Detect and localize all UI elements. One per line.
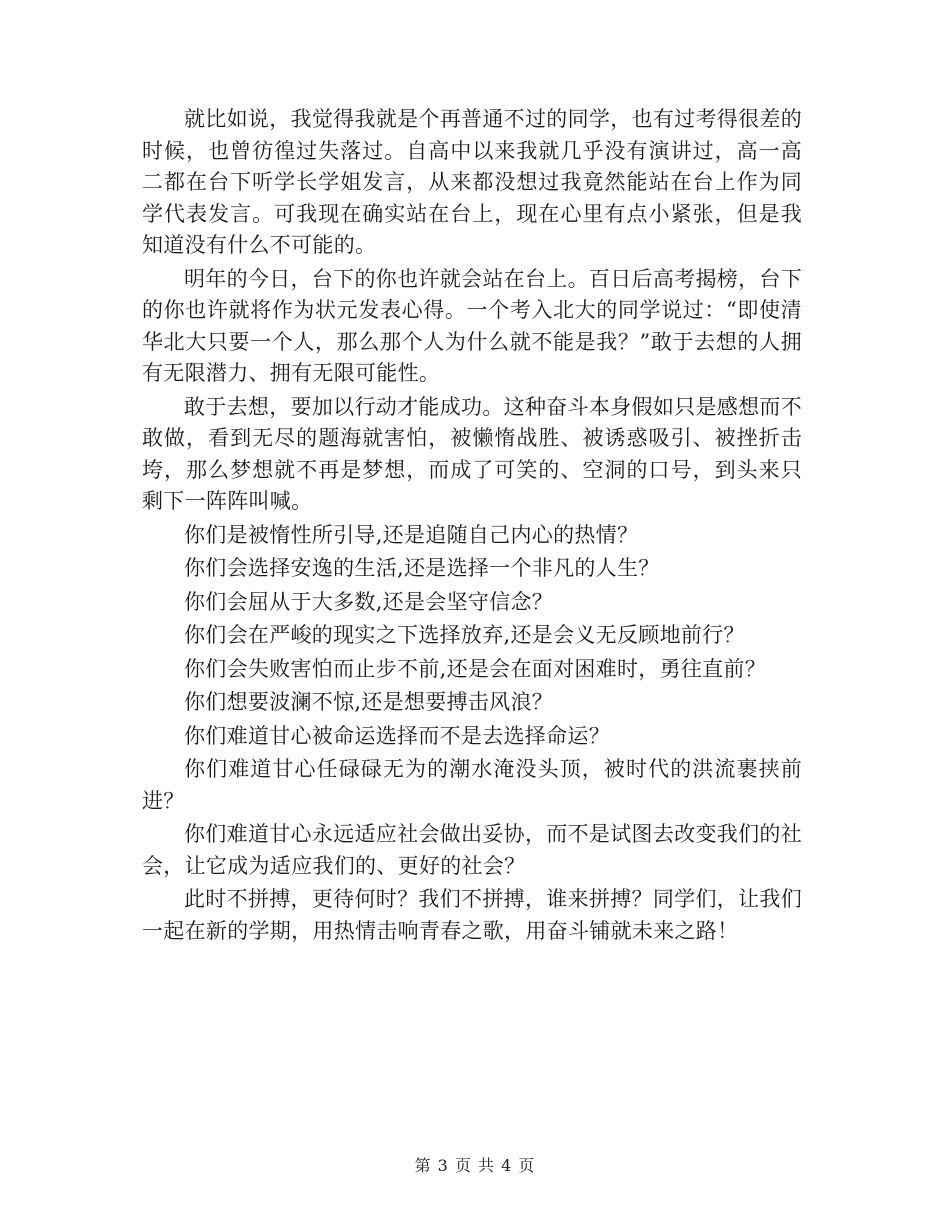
question-line-8: 你们难道甘心任碌碌无为的潮水淹没头顶，被时代的洪流裹挟前进？ [142,757,802,813]
paragraph-1: 就比如说，我觉得我就是个再普通不过的同学，也有过考得很差的时候，也曾彷徨过失落过。自高中以来我就几乎没有演讲过，高一高二都在台下听学长学姐发言，从来都没想过我竟然能站在台上作为同学代表发言。可我现在确实站在台上，现在心里有点小紧张，但是我知道没有什么不可能的。 [142,107,802,257]
question-line-2: 你们会选择安逸的生活,还是选择一个非凡的人生？ [184,556,660,580]
question-line-9: 你们难道甘心永远适应社会做出妥协，而不是试图去改变我们的社会，让它成为适应我们的、更好的社会？ [142,822,802,878]
question-line-4: 你们会在严峻的现实之下选择放弃,还是会义无反顾地前行？ [184,623,745,647]
question-line-3: 你们会屈从于大多数,还是会坚守信念？ [184,589,554,614]
question-line-7: 你们难道甘心被命运选择而不是去选择命运？ [184,723,610,748]
page-number-label: 第 3 页 共 4 页 [414,1156,536,1175]
closing-paragraph: 此时不拼搏，更待何时？我们不拼搏，谁来拼搏？同学们，让我们一起在新的学期，用热情击响青春之歌，用奋斗铺就未来之路！ [142,887,802,943]
page-footer [0,1153,950,1176]
question-line-1: 你们是被惰性所引导,还是追随自己内心的热情？ [184,522,639,547]
document-body [142,104,802,947]
question-line-6: 你们想要波澜不惊,还是想要搏击风浪？ [184,690,554,714]
question-line-5: 你们会失败害怕而止步不前,还是会在面对困难时，勇往直前？ [184,656,767,681]
paragraph-2: 明年的今日，台下的你也许就会站在台上。百日后高考揭榜，台下的你也许就将作为状元发表心得。一个考入北大的同学说过：“即使清华北大只要一个人，那么那个人为什么就不能是我？”敢于去想的人拥有无限潜力、拥有无限可能性。 [142,266,802,385]
paragraph-3: 敢于去想，要加以行动才能成功。这种奋斗本身假如只是感想而不敢做，看到无尽的题海就害怕，被懒惰战胜、被诱惑吸引、被挫折击垮，那么梦想就不再是梦想，而成了可笑的、空洞的口号，到头来只剩下一阵阵叫喊。 [142,394,802,513]
